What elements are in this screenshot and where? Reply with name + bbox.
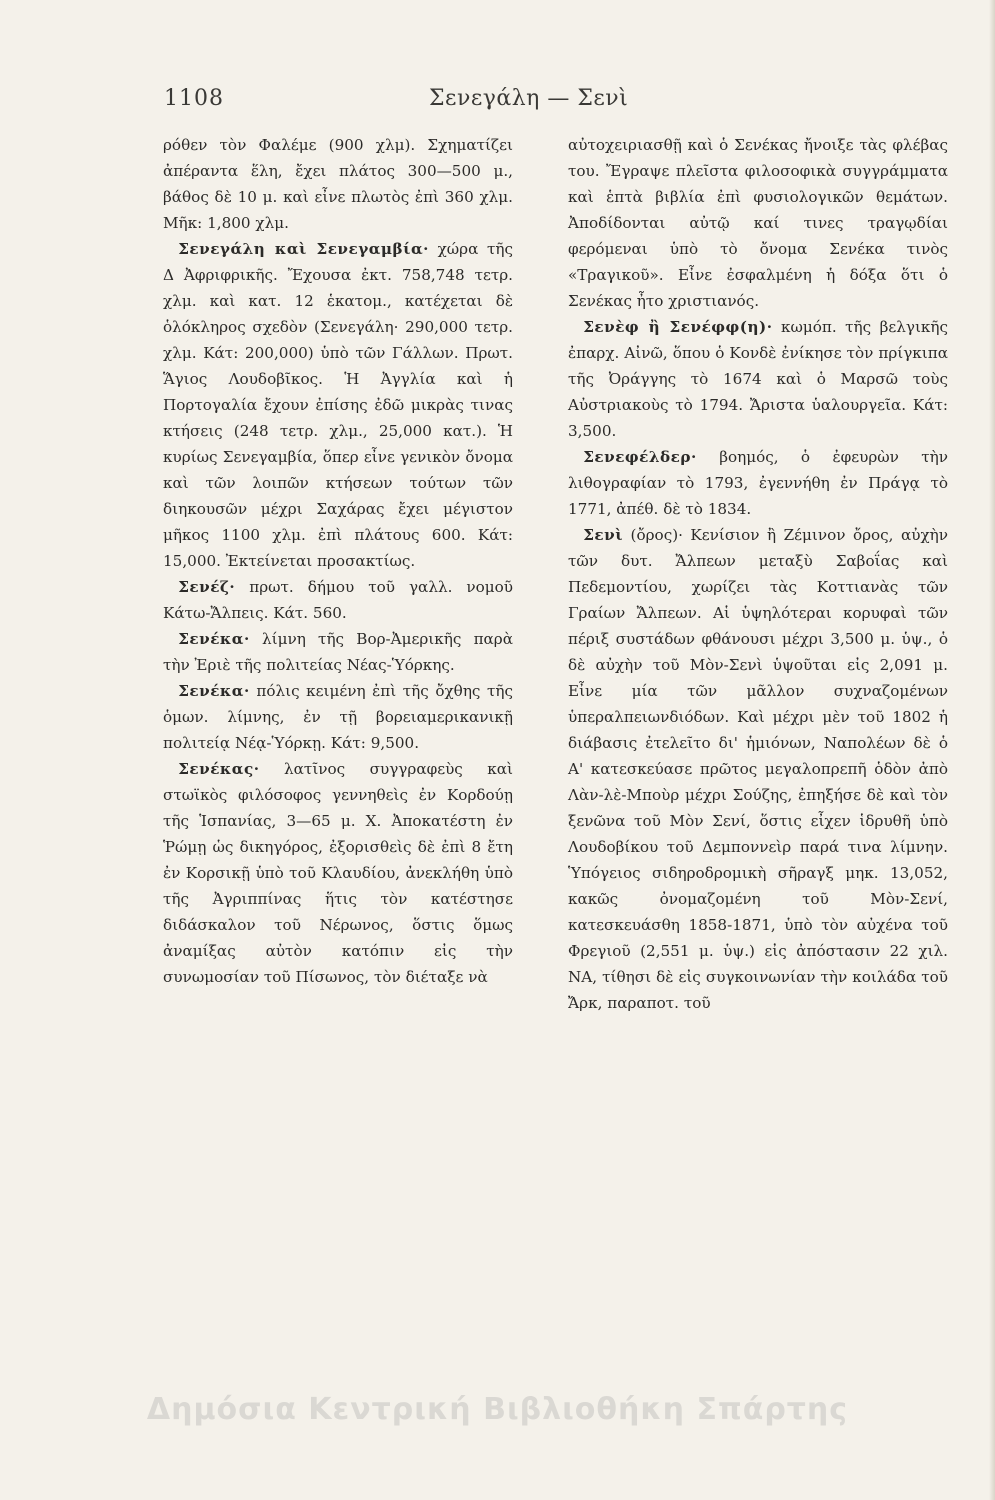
left-column bbox=[163, 132, 513, 990]
entry bbox=[163, 626, 513, 678]
entry-headword: Σενέκα· bbox=[178, 630, 250, 648]
entry-headword: Σενέκας· bbox=[178, 760, 260, 778]
entry-text: χώρα τῆς Δ Ἀφριφρικῆς. Ἔχουσα ἐκτ. 758,748 τετρ. χλμ. καὶ κατ. 12 ἑκατομ., κατέχεται δὲ ὁλόκληρος σχεδὸν (Σενεγάλη· 290,000 τετρ. χλμ. Κάτ: 200,000) ὑπὸ τῶν Γάλλων. Πρωτ. Ἅγιος Λουδοβῖκος. Ἡ Ἀγγλία καὶ ἡ Πορτογαλία ἔχουν ἐπίσης ἐδῶ μικρὰς τινας κτήσεις (248 τετρ. χλμ., 25,000 κατ.). Ἡ κυρίως Σενεγαμβία, ὅπερ εἶνε γενικὸν ὄνομα καὶ τῶν λοιπῶν κτήσεων τούτων τῶν διηκουσῶν μέχρι Σαχάρας ἔχει μέγιστον μῆκος 1100 χλμ. ἐπὶ πλάτους 600. Κάτ: 15,000. Ἐκτείνεται προσακτίως. bbox=[163, 240, 513, 570]
library-watermark: Δημόσια Κεντρική Βιβλιοθήκη Σπάρτης bbox=[146, 1392, 849, 1427]
entry bbox=[163, 132, 513, 236]
page-number: 1108 bbox=[164, 86, 224, 111]
entry bbox=[568, 314, 948, 444]
entry-text: κωμόπ. τῆς βελγικῆς ἐπαρχ. Αἰνῶ, ὅπου ὁ Κονδὲ ἐνίκησε τὸν πρίγκιπα τῆς Ὀράγγης τὸ 1674 καὶ ὁ Μαρσῶ τοὺς Αὐστριακοὺς τὸ 1794. Ἄριστα ὑαλουργεῖα. Κάτ: 3,500. bbox=[568, 318, 949, 440]
entry bbox=[568, 522, 948, 1016]
page-edge-shadow bbox=[989, 0, 995, 1500]
entry-text: ρόθεν τὸν Φαλέμε (900 χλμ). Σχηματίζει ἀπέραντα ἕλη, ἔχει πλάτος 300—500 μ., βάθος δὲ 10 μ. καὶ εἶνε πλωτὸς ἐπὶ 360 χλμ. Μῆκ: 1,800 χλμ. bbox=[163, 136, 513, 232]
right-column bbox=[568, 132, 948, 1016]
entry bbox=[163, 574, 513, 626]
entry-text: βοημός, ὁ ἐφευρὼν τὴν λιθογραφίαν τὸ 1793, ἐγεννήθη ἐν Πράγᾳ τὸ 1771, ἀπέθ. δὲ τὸ 1834. bbox=[568, 448, 948, 518]
page-header bbox=[164, 86, 844, 116]
entry-headword: Σενέζ· bbox=[178, 578, 236, 596]
entry-text: πρωτ. δήμου τοῦ γαλλ. νομοῦ Κάτω-Ἄλπεις. Κάτ. 560. bbox=[163, 578, 514, 622]
entry-text: αὐτοχειριασθῇ καὶ ὁ Σενέκας ἤνοιξε τὰς φλέβας του. Ἔγραψε πλεῖστα φιλοσοφικὰ συγγράμματα καὶ ἑπτὰ βιβλία ἐπὶ φυσιολογικῶν θεμάτων. Ἀποδίδονται αὐτῷ καί τινες τραγῳδίαι φερόμεναι ὑπὸ τὸ ὄνομα Σενέκα τινὸς «Τραγικοῦ». Εἶνε ἐσφαλμένη ἡ δόξα ὅτι ὁ Σενέκας ἦτο χριστιανός. bbox=[568, 136, 948, 310]
entry-text: λίμνη τῆς Βορ-Ἀμερικῆς παρὰ τὴν Ἐριὲ τῆς πολιτείας Νέας-Ὑόρκης. bbox=[163, 630, 513, 674]
running-title: Σενεγάλη — Σενὶ bbox=[429, 86, 629, 111]
entry-text: πόλις κειμένη ἐπὶ τῆς ὄχθης τῆς ὁμων. λίμνης, ἐν τῇ βορειαμερικανικῇ πολιτείᾳ Νέᾳ-Ὑόρκῃ. Κάτ: 9,500. bbox=[163, 682, 514, 752]
entry-text: λατῖνος συγγραφεὺς καὶ στωϊκὸς φιλόσοφος γεννηθεὶς ἐν Κορδούῃ τῆς Ἱσπανίας, 3—65 μ. Χ. Ἀποκατέστη ἐν Ῥώμῃ ὡς δικηγόρος, ἐξορισθεὶς δὲ ἐπὶ 8 ἔτη ἐν Κορσικῇ ὑπὸ τοῦ Κλαυδίου, ἀνεκλήθη ὑπὸ τῆς Ἀγριππίνας ἥτις τὸν κατέστησε διδάσκαλον τοῦ Νέρωνος, ὅστις ὅμως ἀναμίξας αὐτὸν κατόπιν εἰς τὴν συνωμοσίαν τοῦ Πίσωνος, τὸν διέταξε νὰ bbox=[163, 760, 513, 986]
entry-text: (ὄρος)· Κενίσιον ἢ Ζέμινον ὄρος, αὐχὴν τῶν δυτ. Ἄλπεων μεταξὺ Σαβοΐας καὶ Πεδεμοντίου, χωρίζει τὰς Κοττιανὰς τῶν Γραίων Ἄλπεων. Αἱ ὑψηλότεραι κορυφαὶ τῶν πέριξ συστάδων φθάνουσι μέχρι 3,500 μ. ὑψ., ὁ δὲ αὐχὴν τοῦ Μὸν-Σενὶ ὑψοῦται εἰς 2,091 μ. Εἶνε μία τῶν μᾶλλον συχναζομένων ὑπεραλπειωνδιόδων. Καὶ μέχρι μὲν τοῦ 1802 ἡ διάβασις ἐτελεῖτο δι' ἡμιόνων, Ναπολέων δὲ ὁ Α' κατεσκεύασε πρῶτος μεγαλοπρεπῆ ὁδὸν ἀπὸ Λὰν-λὲ-Μποὺρ μέχρι Σούζης, ἐπηξήσε δὲ καὶ τὸν ξενῶνα τοῦ Μὸν Σενί, ὅστις εἶχεν ἱδρυθῆ ὑπὸ Λουδοβίκου τοῦ Δεμποννεὶρ παρά τινα λίμνην. Ὑπόγειος σιδηροδρομικὴ σῆραγξ μηκ. 13,052, κακῶς ὀνομαζομένη τοῦ Μὸν-Σενί, κατεσκευάσθη 1858-1871, ὑπὸ τὸν αὐχένα τοῦ Φρεγιοῦ (2,551 μ. ὑψ.) εἰς ἀπόστασιν 22 χιλ. ΝΑ, τίθησι δὲ εἰς συγκοινωνίαν τὴν κοιλάδα τοῦ Ἄρκ, παραποτ. τοῦ bbox=[568, 526, 949, 1012]
entry bbox=[163, 678, 513, 756]
entry-headword: Σενέκα· bbox=[178, 682, 250, 700]
entry bbox=[163, 236, 513, 574]
entry bbox=[568, 444, 948, 522]
entry bbox=[568, 132, 948, 314]
entry bbox=[163, 756, 513, 990]
entry-headword: Σενὶ bbox=[583, 526, 624, 544]
entry-headword: Σενεφέλδερ· bbox=[583, 448, 697, 466]
entry-headword: Σενὲφ ἢ Σενέφφ(η)· bbox=[583, 318, 773, 336]
entry-headword: Σενεγάλη καὶ Σενεγαμβία· bbox=[178, 240, 429, 258]
